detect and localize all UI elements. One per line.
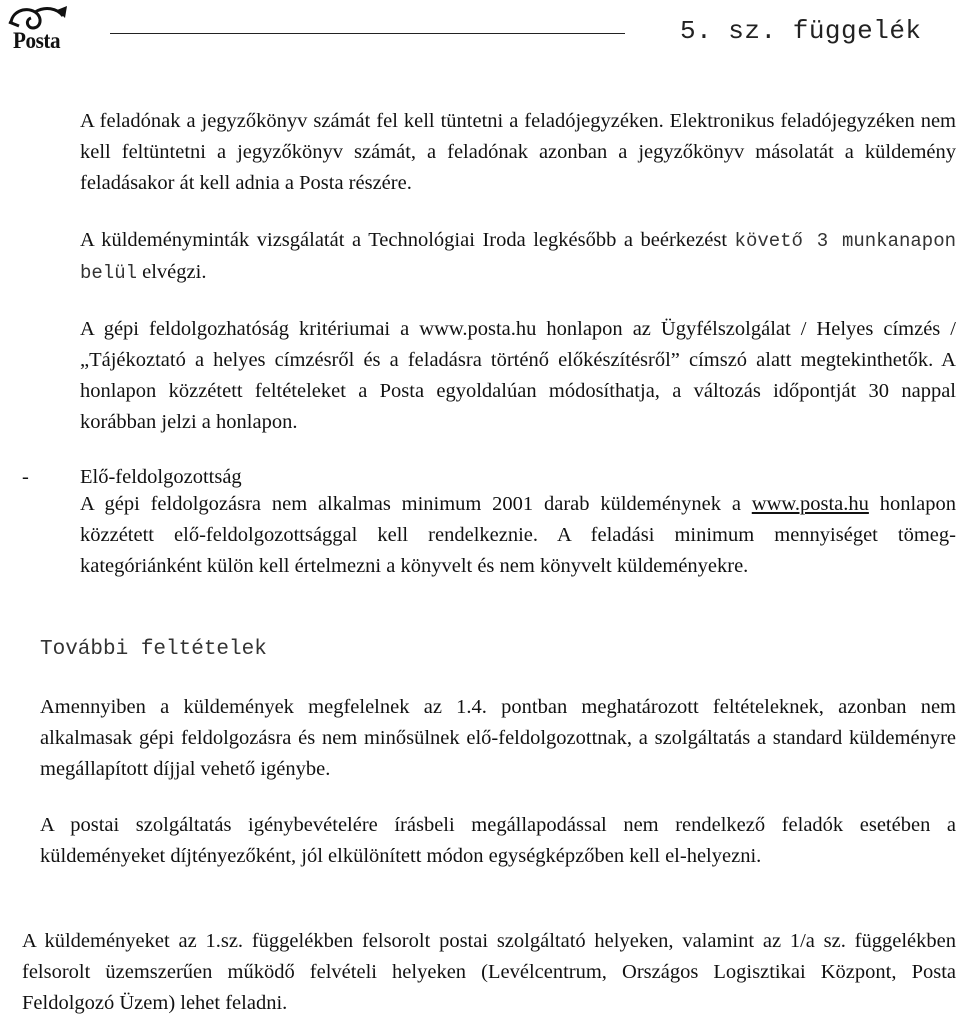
logo-text: Posta: [13, 28, 61, 53]
paragraph-standard-fee: Amennyiben a küldemények megfelelnek az 1.4. pontban meghatározott feltételeknek, azonban nem alkalmasak gépi feldolgozásra és nem minősülnek elő-feldolgozottnak, a szolgáltatás a standard küldeményre megállapított díjjal vehető igénybe.: [40, 696, 956, 780]
pre-processing-heading: Elő-feldolgozottság: [80, 466, 242, 488]
sample-inspection-text-a: A küldeményminták vizsgálatát a Technológiai Iroda legkésőbb a beérkezést: [80, 229, 735, 251]
sample-inspection-deadline: követő 3 munkanapon belül: [80, 230, 956, 284]
list-bullet: -: [22, 466, 29, 488]
pre-processing-text-a: A gépi feldolgozásra nem alkalmas minimum 2001 darab küldeménynek a: [80, 493, 752, 515]
paragraph-posting-locations: A küldeményeket az 1.sz. függelékben felsorolt postai szolgáltató helyeken, valamint az 1/a sz. függelékben felsorolt üzemszerűen működő felvételi helyeken (Levélcentrum, Országos Logisztikai Központ, Posta Feldolgozó Üzem) lehet feladni.: [22, 930, 956, 1014]
paragraph-sample-inspection: [80, 225, 956, 289]
paragraph-pre-processing: [80, 489, 956, 582]
posta-website-link[interactable]: www.posta.hu: [751, 493, 869, 515]
paragraph-machine-criteria: A gépi feldolgozhatóság kritériumai a www.posta.hu honlapon az Ügyfélszolgálat / Helyes címzés / „Tájékoztató a helyes címzésről és a feladásra történő előkészítésről” címszó alatt megtekinthetők. A honlapon közzétett feltételeket a Posta egyoldalúan módosíthatja, a változás időpontját 30 nappal korábban jelzi a honlapon.: [80, 318, 956, 433]
sample-inspection-text-c: elvégzi.: [137, 261, 207, 283]
posta-logo: [5, 2, 69, 60]
header-rule: [110, 33, 625, 34]
further-conditions-title: További feltételek: [40, 638, 267, 661]
paragraph-registration-number: A feladónak a jegyzőkönyv számát fel kell tüntetni a feladójegyzéken. Elektronikus feladójegyzéken nem kell feltüntetni a jegyzőkönyv számát, a feladónak azonban a jegyzőkönyv másolatát a küldemény feladásakor át kell adnia a Posta részére.: [80, 110, 956, 194]
paragraph-written-agreement: A postai szolgáltatás igénybevételére írásbeli megállapodással nem rendelkező feladók esetében a küldeményeket díjtényezőként, jól elkülönített módon egységképzőben kell el-helyezni.: [40, 814, 956, 867]
pre-processing-text-b: honlapon közzétett elő-feldolgozottsággal kell rendelkeznie. A feladási minimum mennyiséget tömeg-kategóriánként külön kell értelmezni a könyvelt és nem könyvelt küldeményekre.: [80, 493, 956, 577]
appendix-title: 5. sz. függelék: [680, 16, 922, 46]
